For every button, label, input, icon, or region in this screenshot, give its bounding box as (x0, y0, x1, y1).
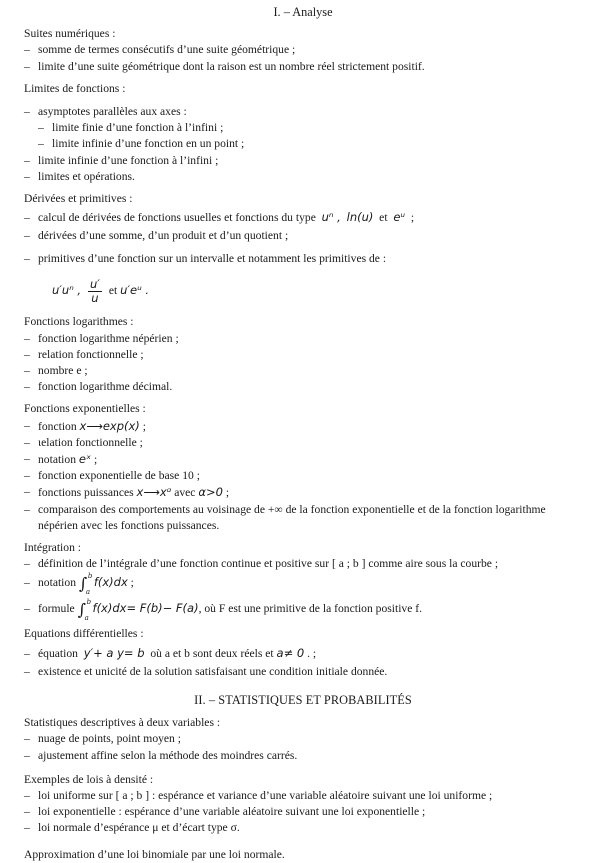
exp-fonction-end: ; (142, 419, 146, 433)
list-item: – comparaison des comportements au voisinage de +∞ de la fonction exponentielle et de la fonction logarithme népérien avec les fonctions puissances. (24, 502, 582, 534)
formula-a-nonzero: a≠ 0 (276, 645, 305, 660)
section-derivees (24, 191, 582, 308)
list-item: – loi normale d’espérance μ et d’écart type σ. (24, 820, 582, 836)
exp-notation-end: ; (94, 453, 98, 467)
list-item: – ajustement affine selon la méthode des moindres carrés. (24, 748, 582, 764)
section-statistiques (24, 715, 582, 764)
primitives-et: et (108, 284, 118, 298)
integral-upper-bound: b (86, 598, 92, 607)
list-item: – somme de termes consécutifs d’une suite géométrique ; (24, 42, 582, 58)
part2-title: II. – STATISTIQUES ET PROBABILITÉS (194, 692, 412, 707)
derivees-calcul-text: calcul de dérivées de fonctions usuelles et fonctions du type (38, 211, 316, 225)
formula-uprime-e-u: u′eᵘ . (120, 283, 150, 298)
list-item: – fonction exponentielle de base 10 ; (24, 468, 582, 484)
integration-notation-end: ; (130, 576, 134, 590)
list-item: – définition de l’intégrale d’une fonction continue et positive sur [ a ; b ] comme aire sous la courbe ; (24, 556, 582, 572)
list-item (24, 418, 582, 435)
list-item: – limite d’une suite géométrique dont la raison est un nombre réel strictement positif. (24, 59, 582, 75)
part1-title: I. – Analyse (273, 5, 333, 19)
stats-title: Statistiques descriptives à deux variables : (24, 716, 221, 730)
integral-lower-bound: a (85, 588, 91, 597)
list-item (24, 643, 582, 664)
list-item: – nuage de points, point moyen ; (24, 731, 582, 747)
formula-alpha-positive: α>0 (198, 485, 223, 500)
formula-e-power-u: eᵘ (393, 210, 406, 225)
section-integration (24, 540, 582, 623)
section-exponentielles (24, 401, 582, 534)
list-item (24, 451, 582, 468)
formula-integral-notation: f(x)dx (93, 575, 128, 590)
integration-notation-label: notation (38, 576, 76, 590)
lois-title: Exemples de lois à densité : (24, 772, 154, 786)
section-suites (24, 26, 582, 75)
derivees-list (24, 207, 582, 269)
fraction-denominator: u (91, 291, 99, 306)
list-item: – dérivées d’une somme, d’un produit et d’un quotient ; (24, 228, 582, 244)
formula-u-power-n: uⁿ , (321, 210, 341, 225)
list-item: – relation fonctionnelle ; (24, 347, 582, 363)
formula-ln-u: ln(u) (346, 210, 374, 225)
exp-notation-label: notation (38, 453, 76, 467)
formula-uprime-u-n: u′uⁿ , (52, 283, 82, 298)
exp-puissances-end: ; (225, 486, 230, 500)
stats-list (24, 731, 582, 763)
integral-upper-bound: b (87, 572, 93, 581)
exp-fonction-label: fonction (38, 419, 77, 433)
list-item (24, 572, 582, 597)
suites-title: Suites numériques : (24, 27, 116, 41)
exp-list (24, 418, 582, 534)
integration-formule-label: formule (38, 602, 75, 616)
list-item: – primitives d’une fonction sur un intervalle et notamment les primitives de : (24, 248, 582, 269)
list-subitem: – limite finie d’une fonction à l’infini ; (24, 120, 582, 136)
list-subitem: – limite infinie d’une fonction en un point ; (24, 136, 582, 152)
list-item: – fonction logarithme népérien ; (24, 331, 582, 347)
list-item: – loi exponentielle : espérance d’une variable aléatoire suivant une loi exponentielle ; (24, 804, 582, 820)
fraction-numerator: u′ (90, 277, 100, 292)
formula-exp-map: x⟶exp(x) (79, 418, 140, 433)
suites-list (24, 42, 582, 74)
section-lois (24, 772, 582, 837)
equations-list (24, 643, 582, 680)
list-item: – existence et unicité de la solution satisfaisant une condition initiale donnée. (24, 664, 582, 680)
section-limites (24, 81, 582, 185)
derivees-title: Dérivées et primitives : (24, 192, 133, 206)
approximation-text: Approximation d’une loi binomiale par une loi normale. (24, 847, 285, 861)
section-equations (24, 626, 582, 679)
integration-formule-end: , où F est une primitive de la fonction positive f. (198, 602, 423, 616)
formula-fundamental-theorem: f(x)dx= F(b)− F(a) (92, 601, 199, 616)
list-item: – limite infinie d’une fonction à l’infini ; (24, 153, 582, 169)
list-item: – ɩelation fonctionnelle ; (24, 435, 582, 451)
list-item (24, 207, 582, 228)
list-item: – loi uniforme sur [ a ; b ] : espérance et variance d’une variable aléatoire suivant une loi uniforme ; (24, 788, 582, 804)
list-item: – limites et opérations. (24, 169, 582, 185)
integral-sign: ∫ b a (78, 599, 90, 620)
primitives-formulas (52, 278, 582, 308)
lois-list (24, 788, 582, 837)
formula-differential-equation: y′+ a y= b (83, 645, 145, 660)
exp-puissances-avec: avec (174, 486, 196, 500)
log-list (24, 331, 582, 396)
formula-e-power-x: eˣ (78, 452, 92, 467)
derivees-et: et (379, 211, 388, 225)
formula-fraction (88, 278, 102, 305)
section-logarithmes (24, 314, 582, 395)
list-item: – asymptotes parallèles aux axes : (24, 104, 582, 120)
list-item: – nombre e ; (24, 363, 582, 379)
equations-title: Equations différentielles : (24, 627, 144, 641)
equation-label: équation (38, 646, 78, 660)
formula-x-power-alpha: x⟶xᵅ (136, 485, 172, 500)
list-item (24, 484, 582, 501)
list-item: – fonction logarithme décimal. (24, 379, 582, 395)
log-title: Fonctions logarithmes : (24, 315, 134, 329)
exp-puissances-label: fonctions puissances (38, 486, 134, 500)
integral-sign: ∫ b a (79, 573, 91, 594)
integration-list (24, 556, 582, 623)
derivees-semicolon: ; (410, 211, 415, 225)
list-item (24, 598, 582, 623)
integral-lower-bound: a (84, 614, 89, 623)
limites-title: Limites de fonctions : (24, 81, 126, 95)
integration-title: Intégration : (24, 541, 81, 555)
exp-title: Fonctions exponentielles : (24, 402, 146, 416)
limites-list (24, 104, 582, 185)
equation-mid-text: où a et b sont deux réels et (150, 646, 274, 660)
equation-end: . ; (307, 646, 317, 660)
